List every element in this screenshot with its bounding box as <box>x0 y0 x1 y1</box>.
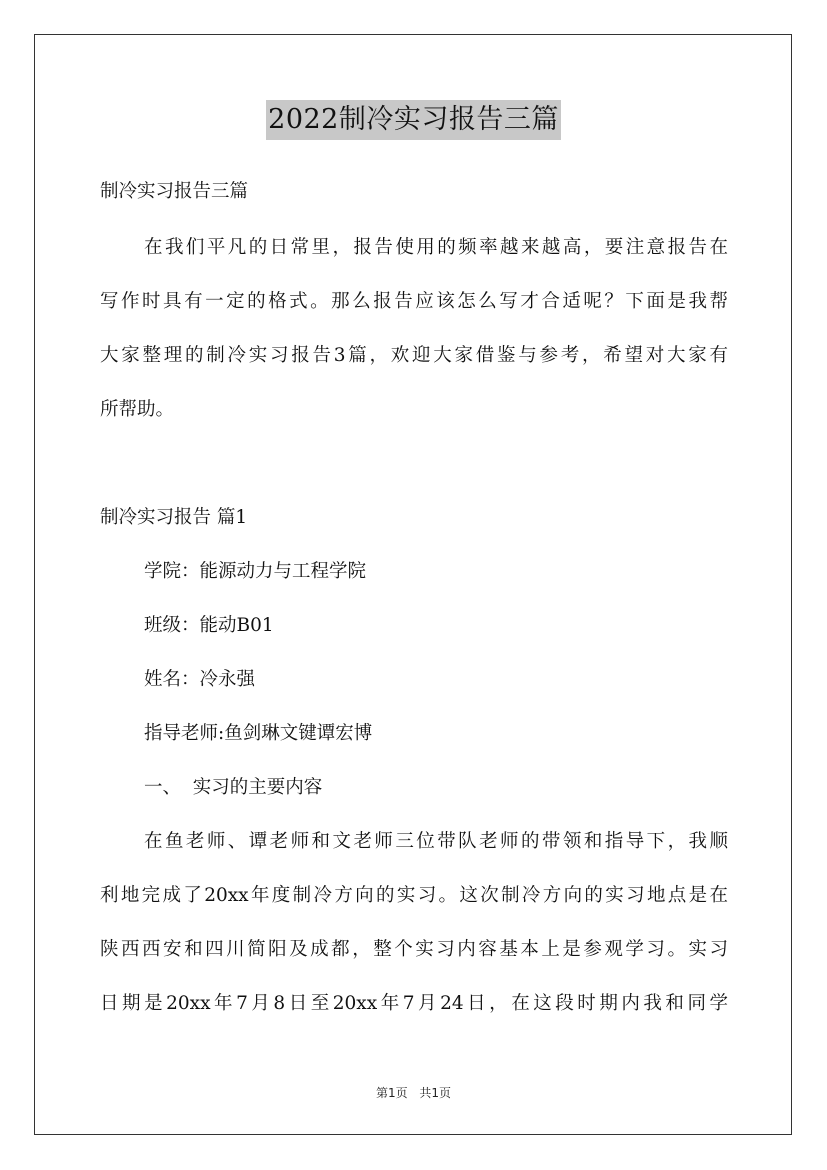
body-line-1: 在鱼老师、谭老师和文老师三位带队老师的带领和指导下，我顺 <box>144 831 728 852</box>
advisors-line: 指导老师:鱼剑琳文键谭宏博 <box>144 723 373 744</box>
intro-line-1: 在我们平凡的日常里，报告使用的频率越来越高，要注意报告在 <box>144 237 728 258</box>
part-one-heading: 一、 实习的主要内容 <box>144 777 323 798</box>
document-subtitle: 制冷实习报告三篇 <box>100 181 249 202</box>
document-title: 2022制冷实习报告三篇 <box>266 100 561 140</box>
intro-paragraph <box>100 221 728 437</box>
page-total: 共1页 <box>419 1086 452 1100</box>
college-line: 学院：能源动力与工程学院 <box>144 561 367 582</box>
title-container <box>0 100 827 140</box>
body-paragraph <box>100 815 728 1031</box>
name-line: 姓名：冷永强 <box>144 669 256 690</box>
body-line-3: 陕西西安和四川简阳及成都，整个实习内容基本上是参观学习。实习 <box>100 939 728 960</box>
section-heading: 制冷实习报告 篇1 <box>100 507 248 528</box>
class-line: 班级：能动B01 <box>144 615 274 636</box>
page-current: 第1页 <box>375 1086 408 1100</box>
intro-line-4: 所帮助。 <box>100 399 175 420</box>
page-footer <box>0 1084 827 1101</box>
body-line-2: 利地完成了20xx年度制冷方向的实习。这次制冷方向的实习地点是在 <box>100 885 728 906</box>
intro-line-2: 写作时具有一定的格式。那么报告应该怎么写才合适呢？下面是我帮 <box>100 291 728 312</box>
body-line-4: 日期是20xx年7月8日至20xx年7月24日，在这段时期内我和同学 <box>100 993 728 1014</box>
intro-line-3: 大家整理的制冷实习报告3篇，欢迎大家借鉴与参考，希望对大家有 <box>100 345 728 366</box>
